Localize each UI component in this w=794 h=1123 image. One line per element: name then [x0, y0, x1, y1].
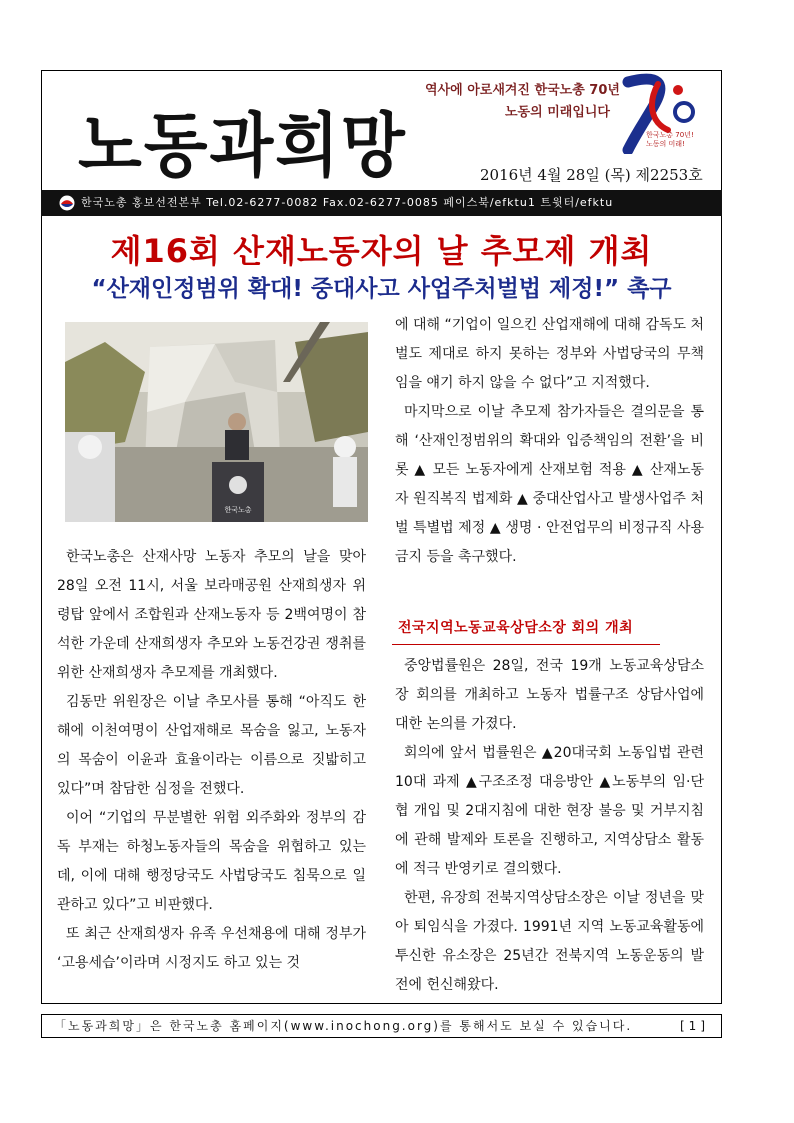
contact-bar — [41, 190, 722, 216]
memorial-ceremony-photo — [65, 322, 368, 522]
article-left-column — [57, 543, 366, 978]
article-right-column — [395, 311, 704, 572]
article-subhead: “산재인정범위 확대! 중대사고 사업주처벌법 제정!” 촉구 — [91, 276, 672, 302]
podium-label: 한국노총 — [224, 506, 252, 514]
second-article-title: 전국지역노동교육상담소장 회의 개최 — [398, 620, 634, 636]
paragraph: 중앙법률원은 28일, 전국 19개 노동교육상담소장 회의를 개최하고 노동자 법률구조 상담사업에 대한 논의를 가졌다. — [395, 658, 704, 732]
paragraph: 또 최근 산재희생자 유족 우선채용에 대해 정부가 ‘고용세습’이라며 시정지도 하고 있는 것 — [57, 926, 366, 971]
logo-caption: 한국노총 70년! 노동의 미래! — [646, 131, 694, 148]
page-number: [1] — [680, 1019, 709, 1033]
contact-info: 한국노총 홍보선전본부 Tel.02-6277-0082 Fax.02-6277-0085 페이스북/efktu1 트윗터/efktu — [81, 196, 614, 209]
issue-date-number: 2016년 4월 28일 (목) 제2253호 — [480, 166, 703, 184]
paragraph: 마지막으로 이날 추모제 참가자들은 결의문을 통해 ‘산재인정범위의 확대와 입증책임의 전환’을 비롯 ▲ 모든 노동자에게 산재보험 적용 ▲ 산재노동자 원직복직 법제화 ▲ 중대산업사고 발생사업주 처벌 특별법 제정 ▲ 생명 · 안전업무의 비정규직 사용 금지 등을 촉구했다. — [395, 404, 704, 565]
footer-notice: 「노동과희망」은 한국노총 홈페이지(www.inochong.org)를 통해서도 보실 수 있습니다. — [54, 1019, 633, 1033]
article-headline: 제16회 산재노동자의 날 추모제 개최 — [110, 232, 653, 270]
paragraph: 한편, 유장희 전북지역상담소장은 이날 정년을 맞아 퇴임식을 가졌다. 1991년 지역 노동교육활동에 투신한 유소장은 25년간 전북지역 노동운동의 발전에 헌신해왔다. — [395, 890, 704, 993]
footer-bar — [41, 1014, 722, 1038]
title-underline — [392, 644, 660, 645]
paragraph: 에 대해 “기업이 일으킨 산업재해에 대해 감독도 처벌도 제대로 하지 못하는 정부와 사법당국의 무책임을 얘기 하지 않을 수 없다”고 지적했다. — [395, 317, 704, 391]
slogan-line-1: 역사에 아로새겨진 한국노총 70년 — [425, 83, 620, 98]
paragraph: 한국노총은 산재사망 노동자 추모의 날을 맞아 28일 오전 11시, 서울 보라매공원 산재희생자 위령탑 앞에서 조합원과 산재노동자 등 2백여명이 참석한 가운데 산재희생자 추모와 노동건강권 쟁취를 위한 산재희생자 추모제를 개최했다. — [57, 549, 366, 681]
paragraph: 이어 “기업의 무분별한 위험 외주화와 정부의 감독 부재는 하청노동자들의 목숨을 위협하고 있는데, 이에 대해 행정당국도 사법당국도 침묵으로 일관하고 있다”고 비판했다. — [57, 810, 366, 913]
paragraph: 회의에 앞서 법률원은 ▲20대국회 노동입법 관련 10대 과제 ▲구조조정 대응방안 ▲노동부의 임·단협 개입 및 2대지침에 대한 현장 불응 및 거부지침에 관해 발제와 토론을 진행하고, 지역상담소 활동에 적극 반영키로 결의했다. — [395, 745, 704, 877]
paragraph: 김동만 위원장은 이날 추모사를 통해 “아직도 한해에 이천여명이 산업재해로 목숨을 잃고, 노동자의 목숨이 이윤과 효율이라는 이름으로 짓밟히고 있다”며 참담한 심정을 전했다. — [57, 694, 366, 797]
second-article-body — [395, 652, 704, 1000]
slogan-line-2: 노동의 미래입니다 — [505, 105, 610, 120]
union-emblem-icon — [59, 195, 75, 211]
anniversary-slogan — [425, 80, 620, 124]
newsletter-title: 노동과희망 — [78, 104, 407, 187]
